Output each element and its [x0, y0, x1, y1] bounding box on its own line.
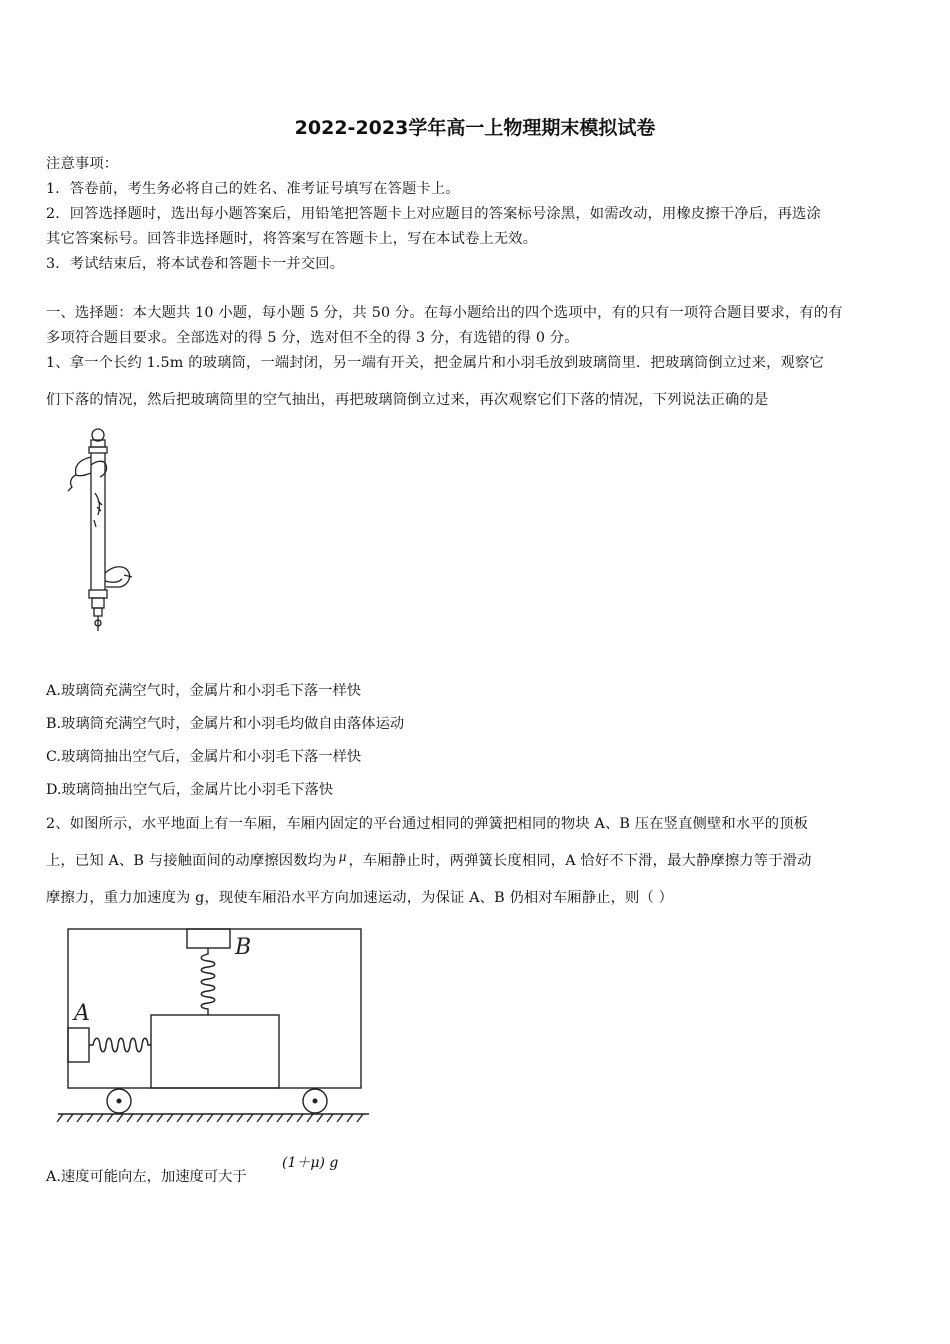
notice-item-3: 3．考试结束后，将本试卷和答题卡一并交回。 [46, 256, 345, 272]
question-2-option-a: A.速度可能向左，加速度可大于 [46, 1169, 247, 1185]
question-2-line-3: 摩擦力，重力加速度为 g，现使车厢沿水平方向加速运动，为保证 A、B 仍相对车厢静止，则（ ） [46, 890, 674, 906]
question-2-line-2-end: ，车厢静止时，两弹簧长度相同，A 恰好不下滑，最大静摩擦力等于滑动 [348, 853, 812, 869]
glass-tube-figure [60, 425, 140, 635]
question-2-line-1: 2、如图所示，水平地面上有一车厢，车厢内固定的平台通过相同的弹簧把相同的物块 A、B 压在竖直侧壁和水平的顶板 [46, 816, 809, 832]
question-1-line-2: 们下落的情况，然后把玻璃筒里的空气抽出，再把玻璃筒倒立过来，再次观察它们下落的情况，下列说法正确的是 [46, 392, 769, 408]
mu-symbol: μ [338, 850, 347, 864]
section-1-line-2: 多项符合题目要求。全部选对的得 5 分，选对但不全的得 3 分，有选错的得 0 分。 [46, 330, 579, 346]
section-1-line-1: 一、选择题：本大题共 10 小题，每小题 5 分，共 50 分。在每小题给出的四个选项中，有的只有一项符合题目要求，有的有 [46, 305, 843, 321]
question-1-option-d: D.玻璃筒抽出空气后，金属片比小羽毛下落快 [46, 782, 334, 798]
question-1-option-b: B.玻璃筒充满空气时，金属片和小羽毛均做自由落体运动 [46, 716, 405, 732]
notice-heading: 注意事项： [46, 156, 119, 172]
question-1-option-a: A.玻璃筒充满空气时，金属片和小羽毛下落一样快 [46, 683, 362, 699]
label-b: B [235, 935, 252, 960]
notice-item-2-line-2: 其它答案标号。回答非选择题时，将答案写在答题卡上，写在本试卷上无效。 [46, 231, 538, 247]
question-1-line-1: 1、拿一个长约 1.5m 的玻璃筒，一端封闭，另一端有开关，把金属片和小羽毛放到玻璃筒里．把玻璃筒倒立过来，观察它 [46, 355, 824, 371]
question-2-line-2-start: 上，已知 A、B 与接触面间的动摩擦因数均为 [46, 853, 337, 869]
question-1-option-c: C.玻璃筒抽出空气后，金属片和小羽毛下落一样快 [46, 749, 362, 765]
notice-item-1: 1．答卷前，考生务必将自己的姓名、准考证号填写在答题卡上。 [46, 181, 460, 197]
question-2-line-2 [46, 850, 812, 870]
notice-item-2-line-1: 2．回答选择题时，选出每小题答案后，用铅笔把答题卡上对应题目的答案标号涂黑，如需改动，用橡皮擦干净后，再选涂 [46, 206, 821, 222]
page-title: 2022-2023学年高一上物理期末模拟试卷 [294, 117, 656, 139]
carriage-figure [55, 926, 375, 1126]
label-a: A [74, 1001, 90, 1026]
question-2-option-a-formula: (1＋μ) g [282, 1155, 339, 1171]
